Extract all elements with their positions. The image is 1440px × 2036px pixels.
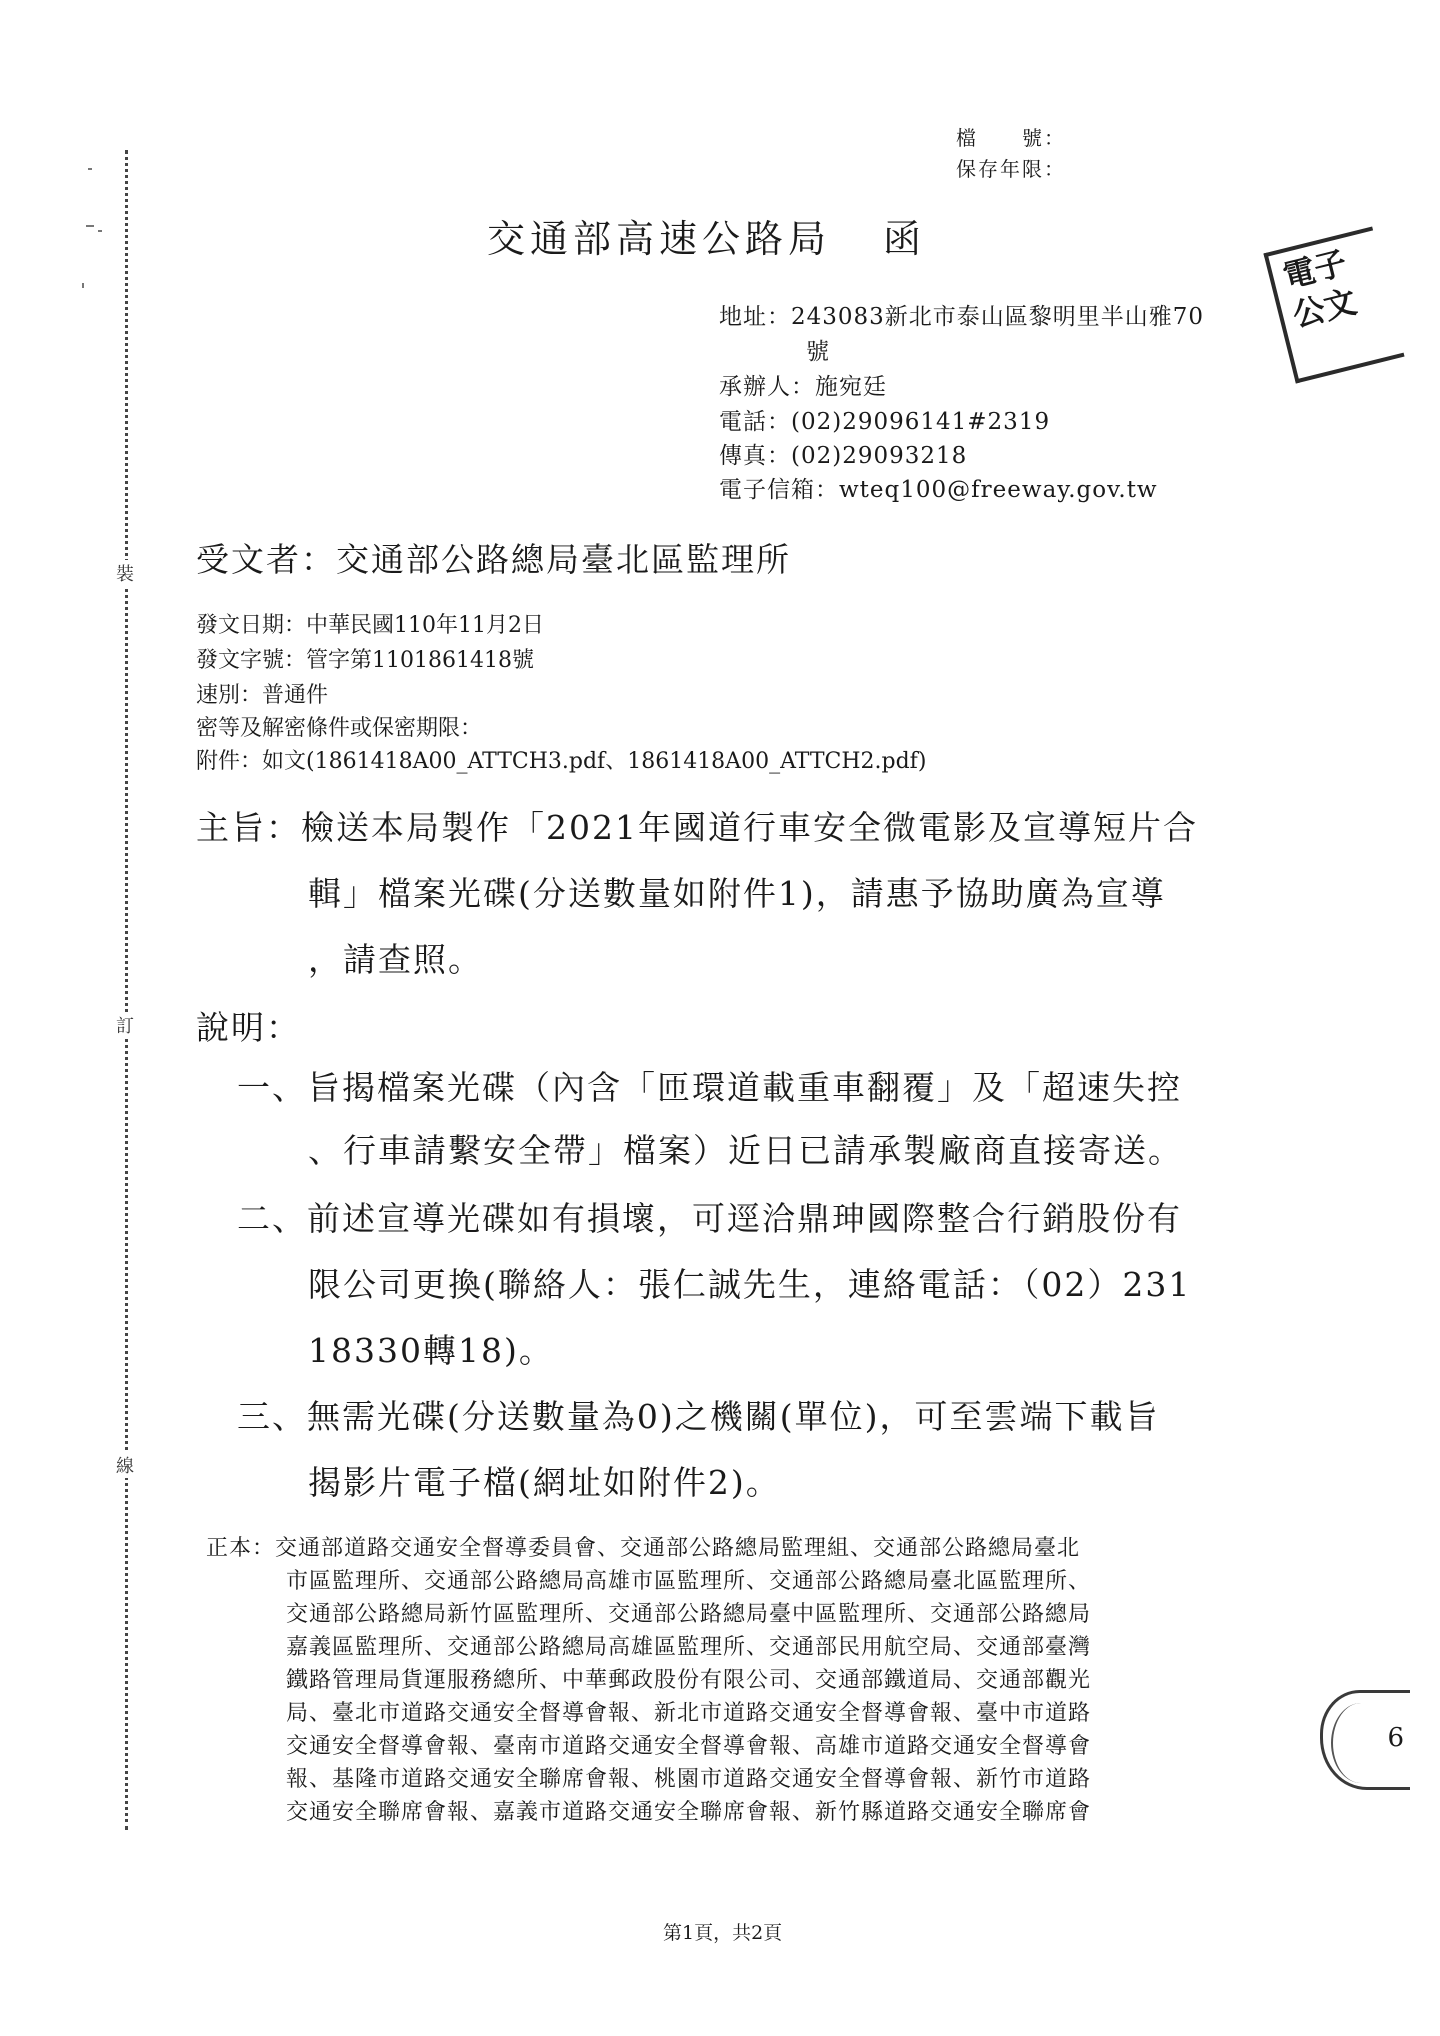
distribution-line: 交通安全聯席會報、嘉義市道路交通安全聯席會報、新竹縣道路交通安全聯席會 bbox=[286, 1800, 1092, 1825]
recipient: 受文者：交通部公路總局臺北區監理所 bbox=[196, 540, 791, 579]
scan-speck bbox=[98, 230, 102, 232]
seal-number: 6 bbox=[1387, 1723, 1404, 1753]
binding-mark-xian: 線 bbox=[112, 1452, 138, 1478]
distribution-line: 報、基隆市道路交通安全聯席會報、桃園市道路交通安全督導會報、新竹市道路 bbox=[286, 1767, 1092, 1792]
subject-line: ，請查照。 bbox=[308, 940, 483, 979]
explanation-item-1: 一、旨揭檔案光碟（內含「匝環道載重車翻覆」及「超速失控 bbox=[237, 1068, 1182, 1107]
explanation-item-2: 二、前述宣導光碟如有損壞，可逕洽鼎珅國際整合行銷股份有 bbox=[237, 1199, 1182, 1238]
address: 地址：243083新北市泰山區黎明里半山雅70 bbox=[719, 304, 1205, 330]
scan-speck bbox=[88, 168, 92, 170]
explanation-item-3: 三、無需光碟(分送數量為0)之機關(單位)，可至雲端下載旨 bbox=[237, 1397, 1160, 1436]
scan-speck bbox=[82, 283, 84, 288]
subject-line: 輯」檔案光碟(分送數量如附件1)，請惠予協助廣為宣導 bbox=[308, 874, 1166, 913]
distribution-line: 交通安全督導會報、臺南市道路交通安全督導會報、高雄市道路交通安全督導會 bbox=[286, 1734, 1092, 1759]
issue-date: 發文日期：中華民國110年11月2日 bbox=[196, 613, 544, 638]
scan-speck bbox=[86, 225, 94, 227]
document-type: 函 bbox=[883, 217, 927, 261]
seam-seal bbox=[1320, 1690, 1410, 1790]
handler: 承辦人：施宛廷 bbox=[719, 374, 887, 400]
explanation-item-3-cont: 揭影片電子檔(網址如附件2)。 bbox=[308, 1463, 781, 1502]
e-document-stamp bbox=[1263, 226, 1404, 383]
explanation-heading: 說明： bbox=[196, 1008, 301, 1047]
distribution-line: 嘉義區監理所、交通部公路總局高雄區監理所、交通部民用航空局、交通部臺灣 bbox=[286, 1635, 1092, 1660]
email: 電子信箱：wteq100@freeway.gov.tw bbox=[719, 477, 1158, 503]
explanation-item-2-cont: 限公司更換(聯絡人：張仁誠先生，連絡電話：（02）231 bbox=[308, 1265, 1192, 1304]
agency-name: 交通部高速公路局 bbox=[487, 217, 832, 261]
phone: 電話：(02)29096141#2319 bbox=[719, 409, 1051, 435]
binding-mark-ding: 訂 bbox=[112, 1012, 138, 1038]
subject-line: 主旨：檢送本局製作「2021年國道行車安全微電影及宣導短片合 bbox=[196, 808, 1198, 847]
distribution-line: 交通部公路總局新竹區監理所、交通部公路總局臺中區監理所、交通部公路總局 bbox=[286, 1602, 1092, 1627]
retention-period-label: 保存年限： bbox=[956, 157, 1066, 181]
distribution-line: 鐵路管理局貨運服務總所、中華郵政股份有限公司、交通部鐵道局、交通部觀光 bbox=[286, 1668, 1092, 1693]
binding-mark-zhuang: 裝 bbox=[112, 560, 138, 586]
explanation-item-1-cont: 、行車請繫安全帶」檔案）近日已請承製廠商直接寄送。 bbox=[308, 1131, 1183, 1170]
file-number-label: 檔 號： bbox=[956, 126, 1066, 150]
distribution-line: 市區監理所、交通部公路總局高雄市區監理所、交通部公路總局臺北區監理所、 bbox=[286, 1569, 1092, 1594]
page-number: 第1頁，共2頁 bbox=[663, 1922, 783, 1944]
secrecy-level: 密等及解密條件或保密期限： bbox=[196, 716, 483, 741]
binding-dotted-line bbox=[125, 150, 128, 1830]
distribution-line: 局、臺北市道路交通安全督導會報、新北市道路交通安全督導會報、臺中市道路 bbox=[286, 1701, 1092, 1726]
document-number: 發文字號：管字第1101861418號 bbox=[196, 648, 534, 673]
address-continued: 號 bbox=[806, 339, 830, 365]
stamp-line: 公文 bbox=[1288, 282, 1361, 335]
stamp-line: 電子 bbox=[1279, 243, 1351, 296]
delivery-speed: 速別：普通件 bbox=[196, 683, 329, 708]
seal-wave-mark bbox=[1331, 1703, 1391, 1783]
distribution-line: 正本：交通部道路交通安全督導委員會、交通部公路總局監理組、交通部公路總局臺北 bbox=[206, 1536, 1081, 1561]
fax: 傳真：(02)29093218 bbox=[719, 443, 968, 469]
explanation-item-2-cont: 18330轉18)。 bbox=[308, 1331, 554, 1370]
attachments: 附件：如文(1861418A00_ATTCH3.pdf、1861418A00_ATTCH2.pdf) bbox=[196, 749, 927, 774]
